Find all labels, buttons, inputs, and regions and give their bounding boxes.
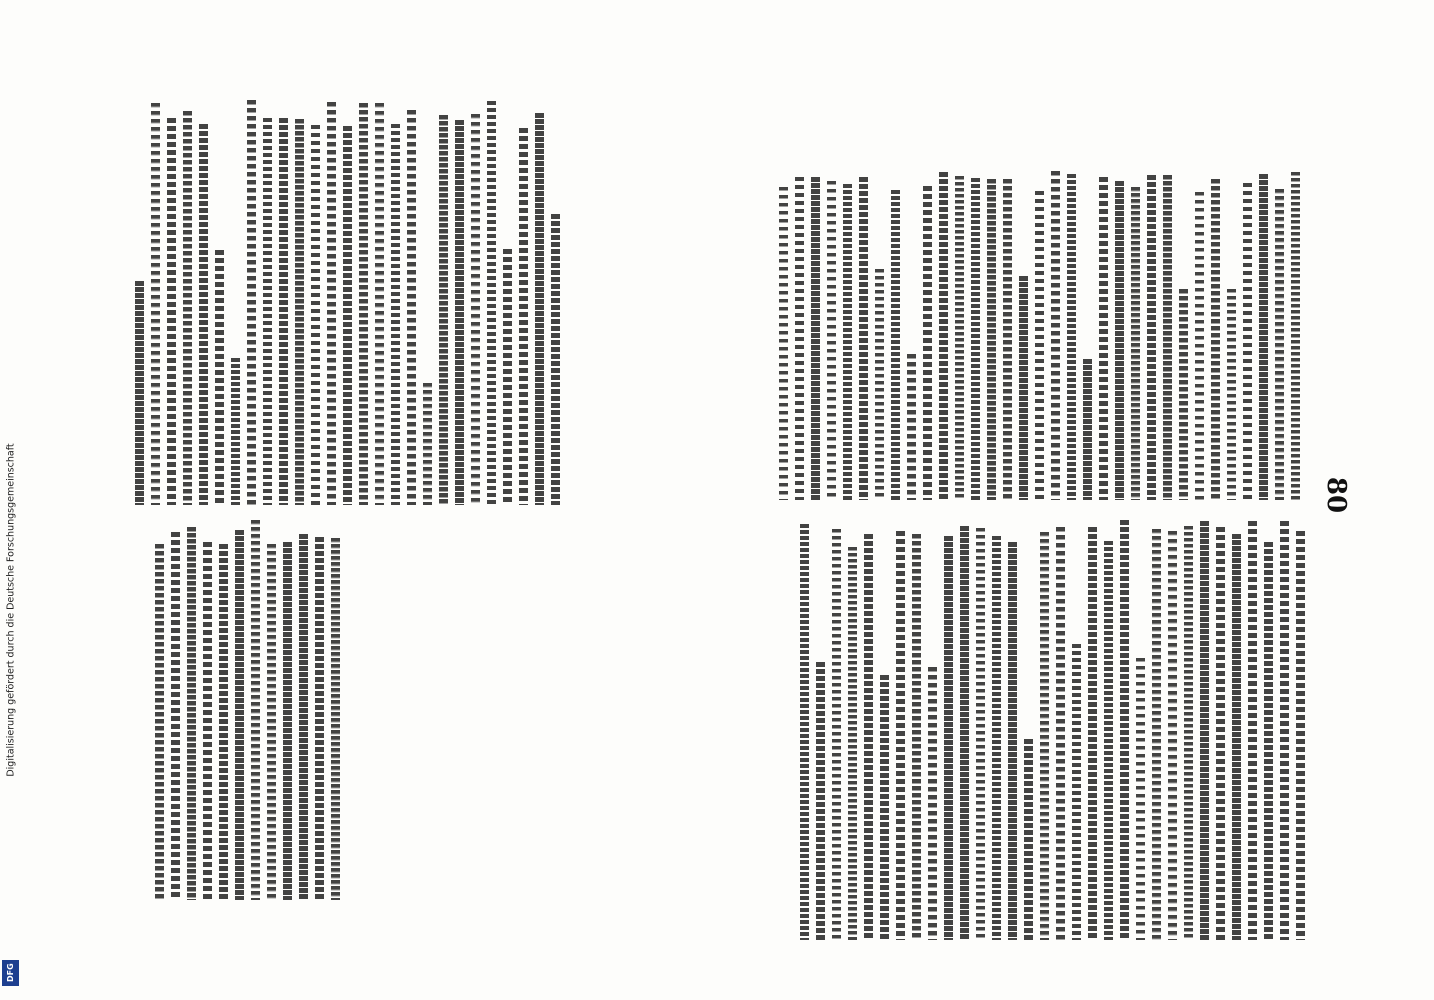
text-column-c (780, 520, 1305, 940)
text-line (247, 100, 256, 505)
text-line (1163, 175, 1172, 500)
text-line (1227, 289, 1236, 500)
text-line (896, 531, 905, 940)
digitization-credit (0, 0, 22, 1000)
text-line (907, 354, 916, 500)
text-line (795, 177, 804, 500)
text-line (1243, 183, 1252, 500)
text-line (151, 103, 160, 505)
page-number: 80 (1321, 476, 1352, 514)
text-line (880, 675, 889, 940)
text-line (487, 101, 496, 505)
text-line (1083, 359, 1092, 500)
text-line (263, 118, 272, 505)
text-line (535, 113, 544, 505)
text-line (279, 118, 288, 505)
text-line (1051, 171, 1060, 500)
text-line (1056, 527, 1065, 940)
text-line (155, 544, 164, 900)
text-column-b (120, 100, 560, 505)
text-line (1147, 175, 1156, 500)
text-line (283, 542, 292, 900)
text-line (1115, 181, 1124, 500)
text-line (1099, 177, 1108, 500)
text-line (455, 120, 464, 505)
text-line (779, 187, 788, 500)
text-line (1259, 174, 1268, 500)
text-line (135, 281, 144, 505)
text-line (1136, 658, 1145, 940)
text-line (1168, 531, 1177, 940)
text-line (551, 214, 560, 505)
text-line (215, 250, 224, 505)
text-line (816, 662, 825, 940)
text-line (1264, 542, 1273, 940)
text-line (199, 124, 208, 505)
text-line (992, 536, 1001, 940)
text-line (295, 119, 304, 505)
text-line (1275, 189, 1284, 500)
text-line (1003, 179, 1012, 500)
text-line (407, 110, 416, 505)
text-line (423, 383, 432, 505)
text-line (1072, 644, 1081, 940)
credit-text: Digitalisierung gefördert durch die Deutsche Forschungsgemeinschaft (5, 443, 17, 777)
text-line (1131, 187, 1140, 500)
text-line (439, 115, 448, 505)
text-line (939, 172, 948, 500)
text-line (219, 544, 228, 900)
text-line (1019, 276, 1028, 500)
text-line (167, 118, 176, 505)
text-line (1104, 541, 1113, 940)
text-line (971, 178, 980, 500)
text-line (171, 532, 180, 900)
text-line (375, 103, 384, 505)
text-line (923, 186, 932, 500)
text-line (1067, 174, 1076, 500)
text-line (1035, 191, 1044, 500)
text-line (1024, 739, 1033, 940)
text-line (955, 176, 964, 500)
text-line (1200, 521, 1209, 940)
text-line (811, 177, 820, 500)
text-line (875, 269, 884, 500)
text-line (311, 125, 320, 505)
text-line (1008, 542, 1017, 940)
text-line (183, 111, 192, 505)
text-line (1248, 521, 1257, 940)
text-line (299, 534, 308, 900)
text-line (960, 526, 969, 940)
text-line (503, 249, 512, 505)
text-line (235, 530, 244, 900)
text-line (251, 520, 260, 900)
text-line (1291, 172, 1300, 500)
text-line (800, 524, 809, 940)
text-line (1120, 520, 1129, 940)
text-line (471, 114, 480, 505)
text-line (519, 128, 528, 505)
text-line (359, 103, 368, 505)
text-line (976, 528, 985, 940)
text-line (827, 181, 836, 500)
text-line (843, 184, 852, 500)
text-line (891, 190, 900, 500)
text-line (315, 537, 324, 900)
text-line (231, 358, 240, 505)
text-line (1195, 192, 1204, 500)
text-line (327, 102, 336, 505)
dfg-logo: DFG (2, 960, 19, 986)
text-line (848, 547, 857, 940)
text-line (1216, 527, 1225, 940)
text-line (1296, 531, 1305, 940)
text-line (859, 177, 868, 500)
text-line (1211, 179, 1220, 500)
text-line (864, 534, 873, 940)
text-line (1088, 527, 1097, 940)
text-column-d (140, 520, 340, 900)
text-line (987, 179, 996, 500)
text-line (203, 542, 212, 900)
text-line (912, 534, 921, 940)
text-line (944, 536, 953, 940)
text-line (1184, 526, 1193, 940)
text-line (1179, 289, 1188, 500)
text-line (187, 527, 196, 900)
text-line (1232, 534, 1241, 940)
text-line (1152, 529, 1161, 940)
text-line (391, 124, 400, 505)
text-line (267, 544, 276, 900)
text-line (331, 538, 340, 900)
text-line (832, 529, 841, 940)
text-line (1040, 532, 1049, 940)
text-line (1280, 521, 1289, 940)
text-line (928, 667, 937, 940)
text-line (343, 126, 352, 505)
text-column-a (760, 170, 1300, 500)
